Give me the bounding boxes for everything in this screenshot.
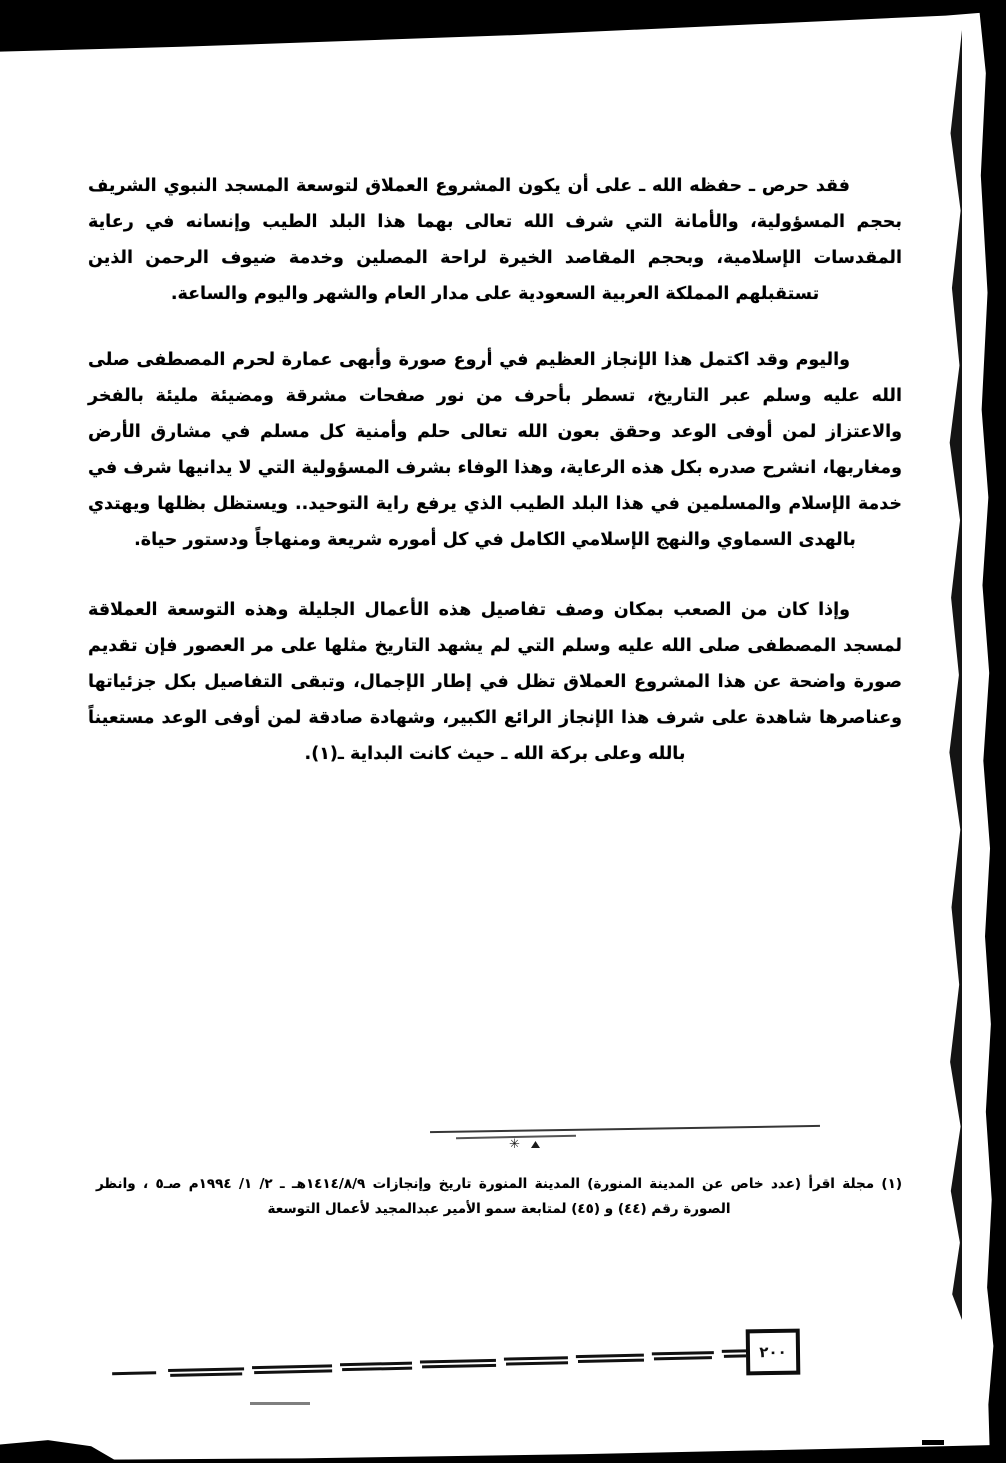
document-body <box>88 168 902 772</box>
paragraph-2: واليوم وقد اكتمل هذا الإنجاز العظيم في أروع صورة وأبهى عمارة لحرم المصطفى صلى الله عليه وسلم عبر التاريخ، تسطر بأحرف من نور صفحات مشرقة ومضيئة مليئة بالفخر والاعتزاز لمن أوفى الوعد وحقق بعون الله تعالى حلم وأمنية كل مسلم في مشارق الأرض ومغاربها، انشرح صدره بكل هذه الرعاية، وهذا الوفاء بشرف المسؤولية التي لا يدانيها شرف في خدمة الإسلام والمسلمين في هذا البلد الطيب الذي يرفع راية التوحيد.. ويستظل بظلها ويهتدي بالهدى السماوي والنهج الإسلامي الكامل في كل أموره شريعة ومنهاجاً ودستور حياة. <box>88 350 902 550</box>
scan-speck <box>250 1402 310 1405</box>
separator-asterisk-icon: ✳ <box>509 1137 520 1152</box>
paragraph-1: فقد حرص ـ حفظه الله ـ على أن يكون المشروع العملاق لتوسعة المسجد النبوي الشريف بحجم المسؤولية، والأمانة التي شرف الله تعالى بهما هذا البلد الطيب وإنسانه في رعاية المقدسات الإسلامية، وبحجم المقاصد الخيرة لراحة المصلين وخدمة ضيوف الرحمن الذين تستقبلهم المملكة العربية السعودية على مدار العام والشهر واليوم والساعة. <box>88 176 902 304</box>
scan-speck <box>995 662 1000 676</box>
footnote-separator <box>430 1125 820 1133</box>
page-number-box <box>746 1329 801 1376</box>
scan-border-bottom <box>0 1437 1006 1463</box>
scan-border-right <box>964 0 1006 1463</box>
page-number: ٢٠٠ <box>759 1342 787 1361</box>
separator-mark-icon <box>531 1141 540 1148</box>
bottom-ornament <box>112 1348 772 1378</box>
scan-border-top-secondary <box>0 0 960 30</box>
scan-speck <box>990 1288 994 1298</box>
scan-border-right-noise <box>948 30 962 1320</box>
scan-border-bottom-left <box>0 1419 120 1463</box>
paragraph-3: وإذا كان من الصعب بمكان وصف تفاصيل هذه الأعمال الجليلة وهذه التوسعة العملاقة لمسجد المصطفى صلى الله عليه وسلم التي لم يشهد التاريخ مثلها على مر العصور فإن تقديم صورة واضحة عن هذا المشروع العملاق تظل في إطار الإجمال، وتبقى التفاصيل بكل جزئياتها وعناصرها شاهدة على شرف هذا الإنجاز الرائع الكبير، وشهادة صادقة لمن أوفى الوعد مستعيناً بالله وعلى بركة الله ـ حيث كانت البداية ـ(١). <box>88 600 902 764</box>
scan-border-top <box>0 0 1006 60</box>
scan-speck <box>922 1440 944 1445</box>
footnote-text: (١) مجلة اقرأ (عدد خاص عن المدينة المنورة) المدينة المنورة تاريخ وإنجازات ١٤١٤/٨/٩هـ ـ ٢/ ١/ ١٩٩٤م صـ٥ ، وانظر الصورة رقم (٤٤) و (٤٥) لمتابعة سمو الأمير عبدالمجيد لأعمال التوسعة <box>96 1176 902 1217</box>
